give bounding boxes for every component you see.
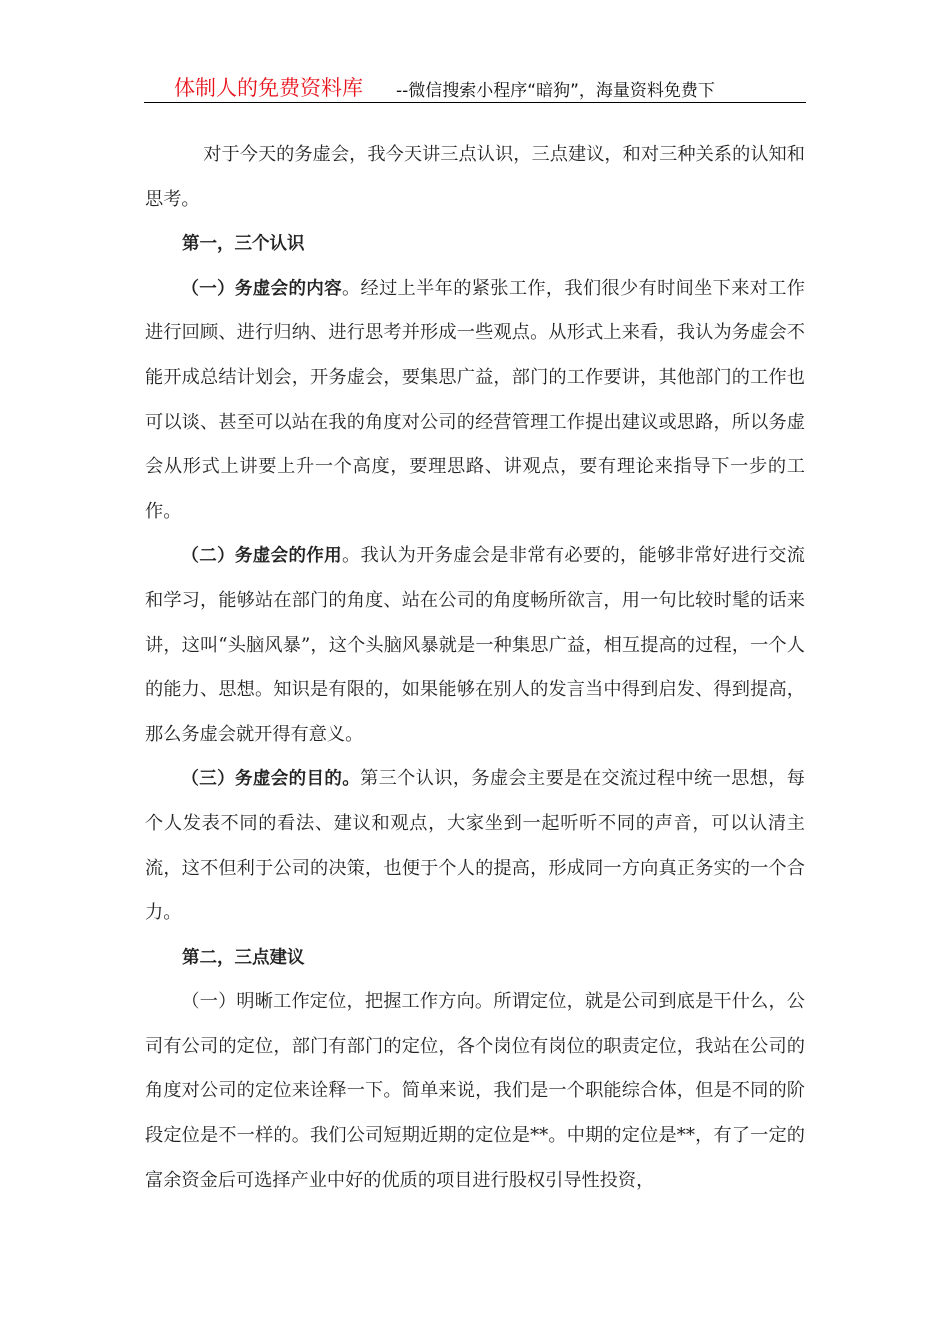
header-brand: 体制人的免费资料库	[174, 76, 363, 100]
paragraph-title: （二）务虚会的作用	[181, 546, 343, 567]
paragraph-purpose	[145, 757, 805, 935]
paragraph-title: （三）务虚会的目的。	[181, 769, 361, 790]
header-tagline: --微信搜索小程序“暗狗”，海量资料免费下	[396, 81, 715, 101]
paragraph-content	[145, 267, 805, 535]
intro-paragraph: 对于今天的务虚会，我今天讲三点认识，三点建议，和对三种关系的认知和思考。	[145, 144, 805, 210]
paragraph-title: （一）务虚会的内容	[181, 278, 343, 299]
section-heading-1: 第一，三个认识	[182, 234, 305, 255]
document-body	[145, 133, 805, 1203]
paragraph-text: 第三个认识，务虚会主要是在交流过程中统一思想，每个人发表不同的看法、建议和观点，大家坐到一起听听不同的声音，可以认清主流，这不但利于公司的决策，也便于个人的提高，形成同一方向真正务实的一个合力。	[145, 768, 805, 924]
paragraph-text: 。我认为开务虚会是非常有必要的，能够非常好进行交流和学习，能够站在部门的角度、站在公司的角度畅所欲言，用一句比较时髦的话来讲，这叫“头脑风暴”，这个头脑风暴就是一种集思广益，相互提高的过程，一个人的能力、思想。知识是有限的，如果能够在别人的发言当中得到启发、得到提高，那么务虚会就开得有意义。	[145, 545, 805, 745]
section-heading-2: 第二，三点建议	[182, 947, 305, 968]
paragraph-role	[145, 534, 805, 757]
page-header	[144, 66, 806, 103]
paragraph-positioning: （一）明晰工作定位，把握工作方向。所谓定位，就是公司到底是干什么，公司有公司的定位，部门有部门的定位，各个岗位有岗位的职责定位，我站在公司的角度对公司的定位来诠释一下。简单来说，我们是一个职能综合体，但是不同的阶段定位是不一样的。我们公司短期近期的定位是**。中期的定位是**，有了一定的富余资金后可选择产业中好的优质的项目进行股权引导性投资，	[145, 991, 805, 1191]
paragraph-text: 。经过上半年的紧张工作，我们很少有时间坐下来对工作进行回顾、进行归纳、进行思考并形成一些观点。从形式上来看，我认为务虚会不能开成总结计划会，开务虚会，要集思广益，部门的工作要讲，其他部门的工作也可以谈、甚至可以站在我的角度对公司的经营管理工作提出建议或思路，所以务虚会从形式上讲要上升一个高度，要理思路、讲观点，要有理论来指导下一步的工作。	[145, 277, 805, 522]
